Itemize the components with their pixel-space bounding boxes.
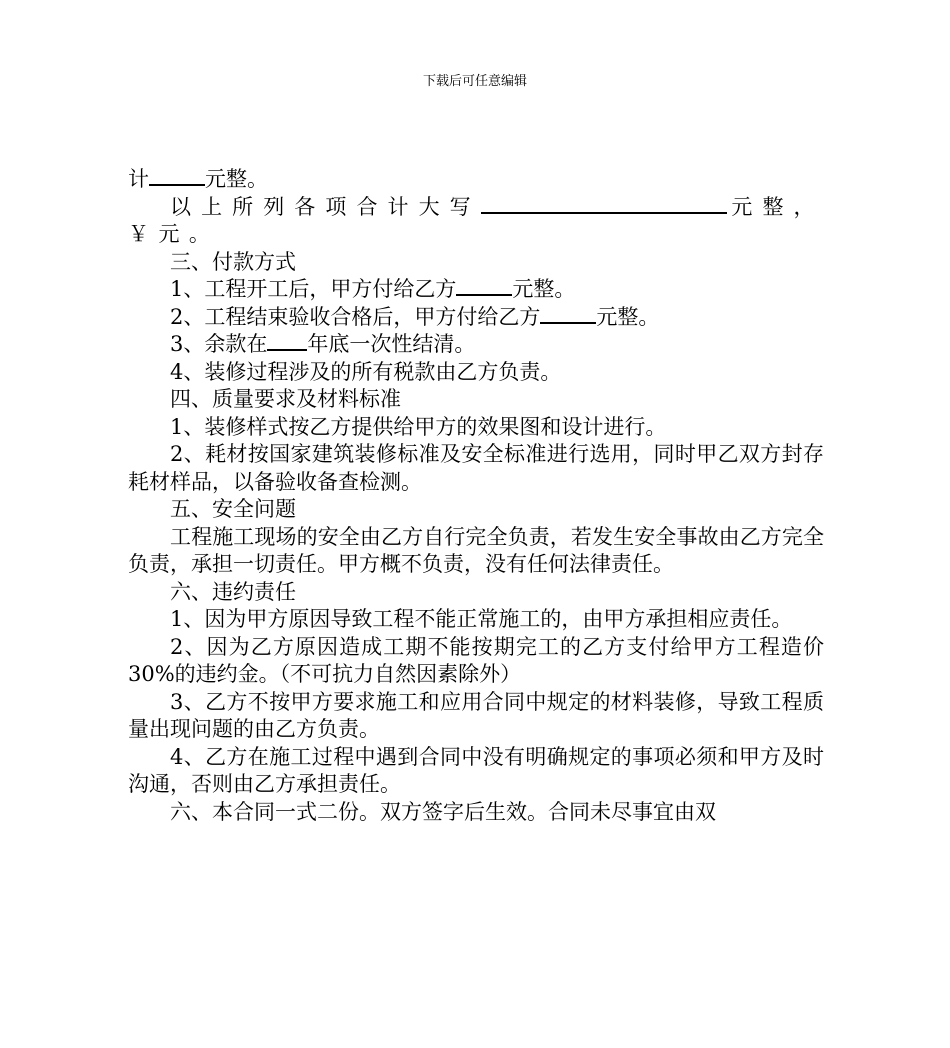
paragraph-contract-copies: 六、本合同一式二份。双方签字后生效。合同未尽事宜由双 (170, 799, 716, 824)
text-segment: 年底一次性结清。 (307, 332, 476, 356)
paragraph-payment-4: 4、装修过程涉及的所有税款由乙方负责。 (170, 359, 562, 384)
blank-line (267, 331, 307, 351)
blank-line (540, 304, 596, 324)
paragraph-total-yuan (128, 166, 824, 194)
section-heading-quality: 四、质量要求及材料标准 (170, 387, 401, 411)
text-segment: 元整。 (205, 167, 268, 191)
paragraph-quality-1: 1、装修样式按乙方提供给甲方的效果图和设计进行。 (170, 414, 667, 439)
paragraph-liability-1: 1、因为甲方原因导致工程不能正常施工的，由甲方承担相应责任。 (170, 607, 793, 631)
paragraph-liability-2: 2、因为乙方原因造成工期不能按期完工的乙方支付给甲方工程造价 30%的违约金。（不可抗力自然因素除外） (128, 634, 824, 686)
text-segment: 以上所列各项合计大写 (170, 194, 481, 219)
paragraph-quality-2: 2、耗材按国家建筑装修标准及安全标准进行选用，同时甲乙双方封存耗材样品，以备验收备查检测。 (128, 442, 824, 494)
paragraph-total-capital (128, 194, 824, 249)
blank-line (149, 166, 205, 186)
paragraph-liability-4: 4、乙方在施工过程中遇到合同中没有明确规定的事项必须和甲方及时沟通，否则由乙方承担责任。 (128, 744, 824, 796)
page-header: 下载后可任意编辑 (422, 74, 527, 89)
paragraph-payment-3 (128, 331, 824, 359)
text-segment: 元整。 (596, 304, 660, 329)
paragraph-liability-3: 3、乙方不按甲方要求施工和应用合同中规定的材料装修，导致工程质量出现问题的由乙方负责。 (128, 689, 824, 741)
document-body (128, 166, 824, 826)
section-heading-liability: 六、违约责任 (170, 579, 296, 604)
blank-line (481, 194, 727, 214)
text-segment: 计 (128, 167, 149, 191)
text-segment: 1、工程开工后，甲方付给乙方 (170, 277, 457, 301)
blank-line (456, 276, 512, 296)
text-segment: 3、余款在 (170, 332, 268, 356)
text-segment: 元整。 (512, 277, 576, 301)
section-heading-safety: 五、安全问题 (170, 497, 296, 521)
text-segment: 2、工程结束验收合格后，甲方付给乙方 (170, 304, 541, 329)
paragraph-payment-1 (128, 276, 824, 304)
text-segment: 元整，￥元。 (128, 194, 824, 246)
paragraph-payment-2 (128, 304, 824, 332)
section-heading-payment: 三、付款方式 (170, 249, 296, 274)
paragraph-safety: 工程施工现场的安全由乙方自行完全负责，若发生安全事故由乙方完全负责，承担一切责任。甲方概不负责，没有任何法律责任。 (128, 524, 824, 576)
